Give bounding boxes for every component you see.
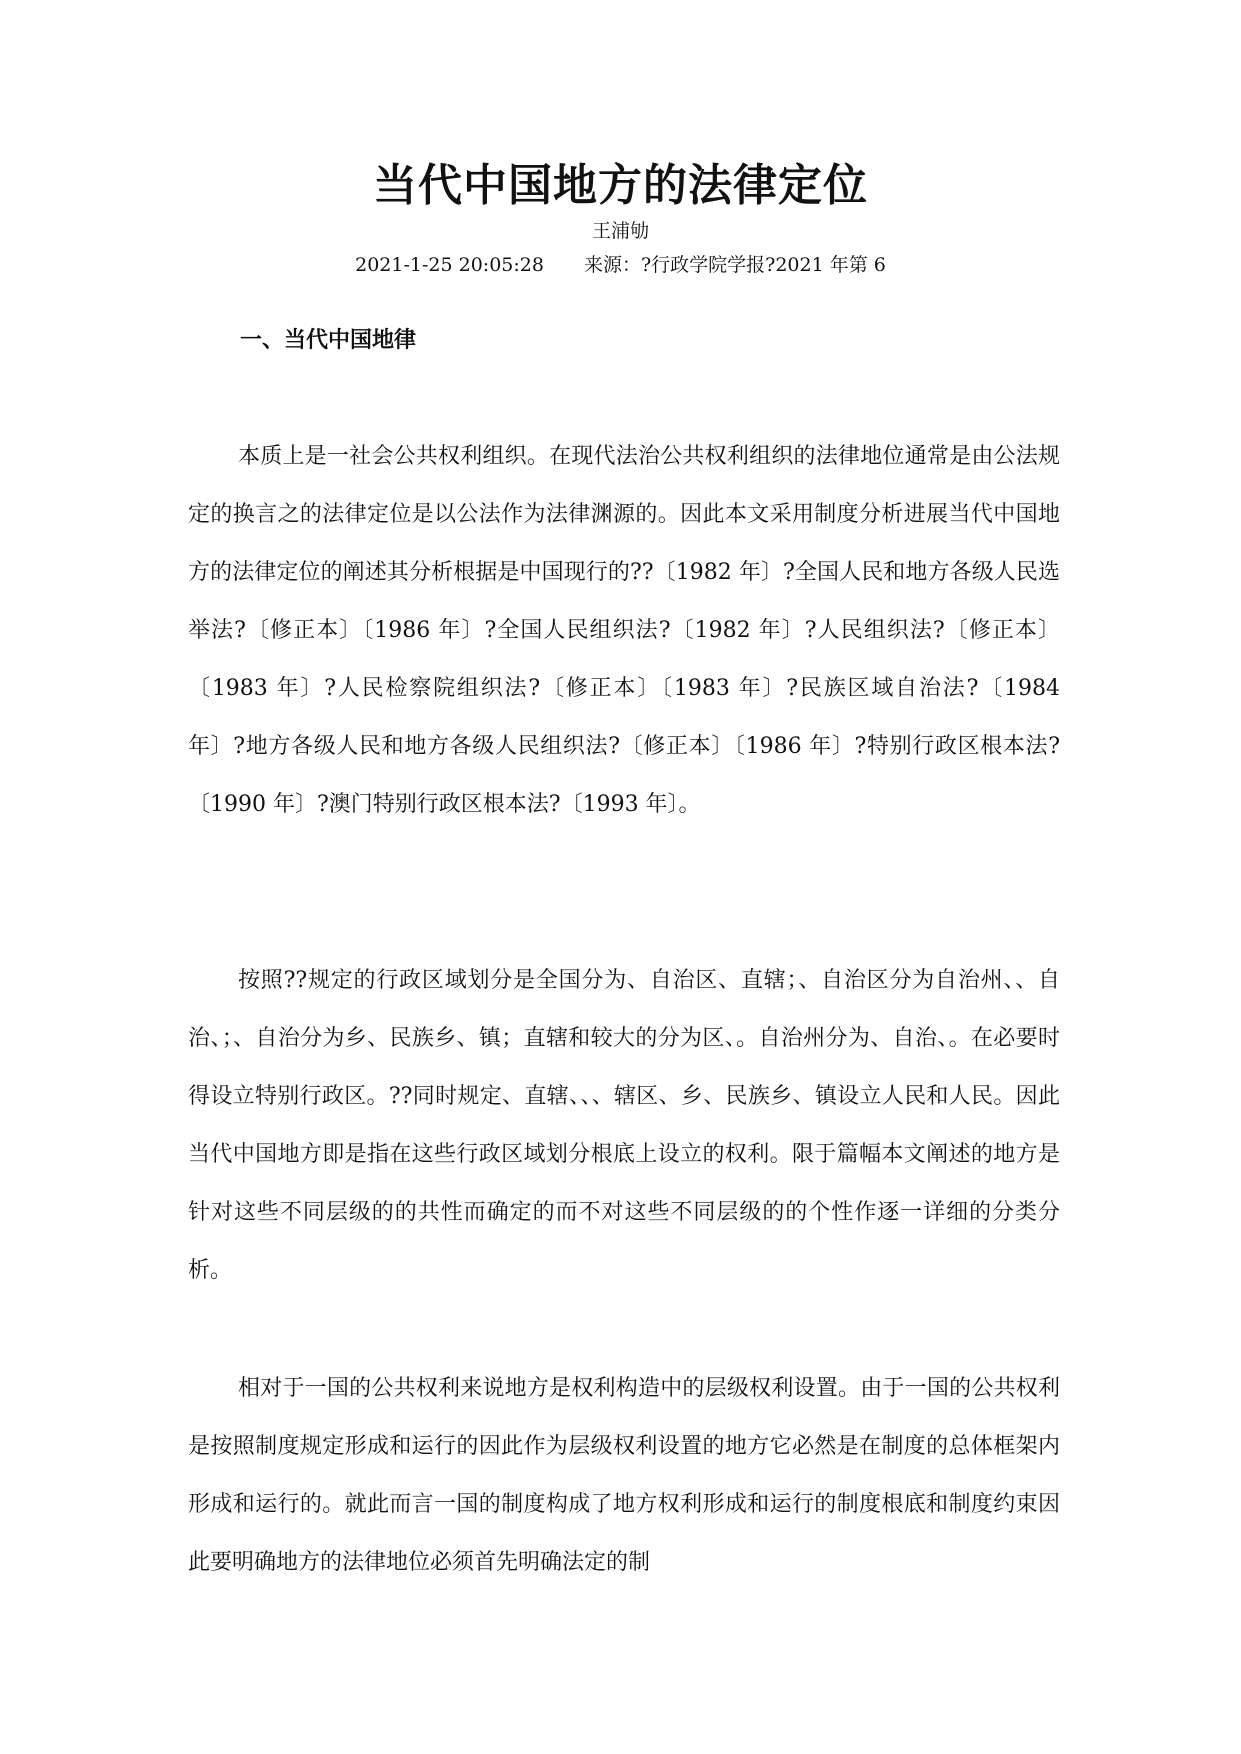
paragraph-1: 本质上是一社会公共权利组织。在现代法治公共权利组织的法律地位通常是由公法规定的换言之的法律定位是以公法作为法律渊源的。因此本文采用制度分析进展当代中国地方的法律定位的阐述其分析根据是中国现行的??〔1982 年〕?全国人民和地方各级人民选举法?〔修正本〕〔1986 年〕?全国人民组织法?〔1982 年〕?人民组织法?〔修正本〕〔1983 年〕?人民检察院组织法?〔修正本〕〔1983 年〕?民族区域自治法?〔1984 年〕?地方各级人民和地方各级人民组织法?〔修正本〕〔1986 年〕?特别行政区根本法?〔1990 年〕?澳门特别行政区根本法?〔1993 年〕。 [188,444,1060,817]
publication-source: 来源：?行政学院学报?2021 年第 6 [583,254,886,276]
document-author: 王浦劬 [591,220,649,242]
publish-datetime: 2021-1-25 20:05:28 [355,254,544,276]
paragraph-2: 按照??规定的行政区域划分是全国分为、自治区、直辖；、自治区分为自治州、、自治、；、自治分为乡、民族乡、镇；直辖和较大的分为区、。自治州分为、自治、。在必要时得设立特别行政区。??同时规定、直辖、、、辖区、乡、民族乡、镇设立人民和人民。因此当代中国地方即是指在这些行政区域划分根底上设立的权利。限于篇幅本文阐述的地方是针对这些不同层级的的共性而确定的而不对这些不同层级的的个性作逐一详细的分类分析。 [188,968,1060,1283]
document-meta [0,252,1241,278]
document-title: 当代中国地方的法律定位 [373,160,868,211]
paragraph-3: 相对于一国的公共权利来说地方是权利构造中的层级权利设置。由于一国的公共权利是按照制度规定形成和运行的因此作为层级权利设置的地方它必然是在制度的总体框架内形成和运行的。就此而言一国的制度构成了地方权利形成和运行的制度根底和制度约束因此要明确地方的法律地位必须首先明确法定的制 [188,1376,1060,1575]
section-heading: 一、当代中国地律 [240,327,417,353]
